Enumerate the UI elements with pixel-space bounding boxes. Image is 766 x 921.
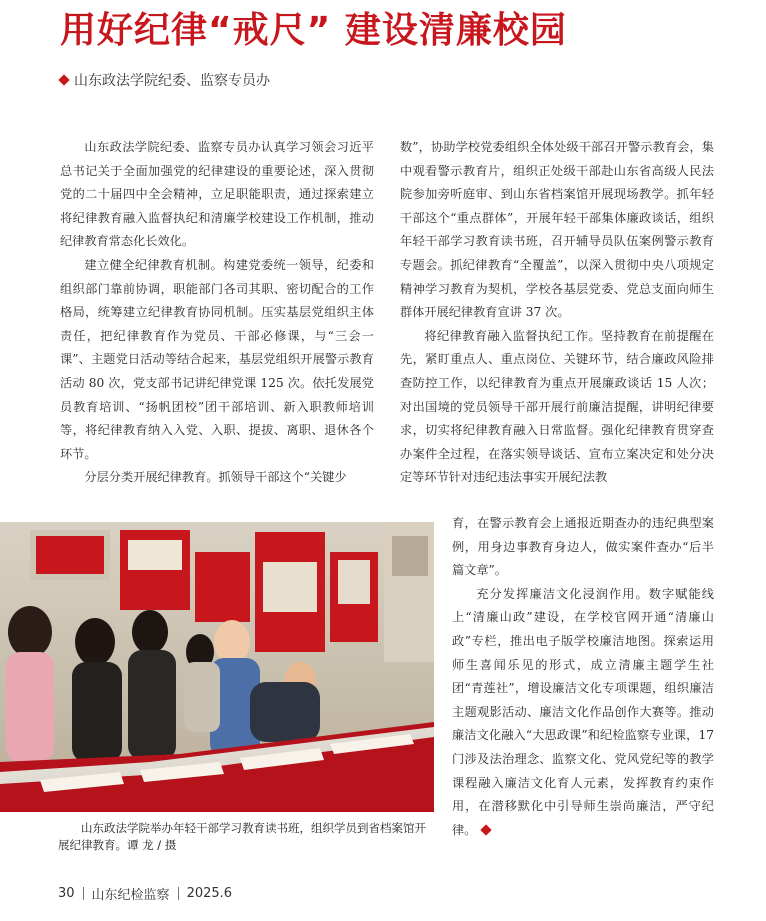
photo-illustration: [0, 522, 434, 812]
byline-text: 山东政法学院纪委、监察专员办: [74, 73, 270, 89]
footer-divider: [83, 887, 84, 900]
issue-number: 2025.6: [186, 886, 233, 901]
article-title: 用好纪律“戒尺” 建设清廉校园: [60, 10, 567, 51]
right-column-top: [400, 136, 714, 490]
footer-divider: [178, 887, 179, 900]
page-number: 30: [58, 886, 75, 901]
diamond-bullet-icon: [58, 74, 69, 85]
magazine-name: 山东纪检监察: [91, 888, 170, 903]
exhibition-photo: [0, 522, 434, 812]
right-narrow-continued: 育，在警示教育会上通报近期查办的违纪典型案例，用身边事教育身边人，做实案件查办“后半篇文章”。: [452, 516, 714, 578]
left-paragraph-2: 建立健全纪律教育机制。构建党委统一领导，纪委和组织部门靠前协调，职能部门各司其职、密切配合的工作格局，统筹建立纪律教育协同机制。压实基层党组织主体责任，把纪律教育作为党员、干部必修课，与“三会一课”、主题党日活动等结合起来，基层党组织开展警示教育活动 80 次，党支部书记讲纪律党课 125 次。依托发展党员教育培训、“扬帆团校”团干部培训、新入职教师培训等，将纪律教育纳入入党、入职、提拔、离职、退休各个环节。: [60, 257, 374, 461]
photo-caption: 山东政法学院举办年轻干部学习教育读书班，组织学员到省档案馆开展纪律教育。谭 龙 / 摄: [58, 821, 426, 852]
right-column-narrow: [452, 512, 714, 842]
byline: [60, 70, 270, 90]
left-column: [60, 136, 374, 490]
right-paragraph-3-text: 充分发挥廉洁文化浸润作用。数字赋能线上“清廉山政”建设，在学校官网开通“清廉山政”专栏，推出电子版学校廉洁地图。探索运用师生喜闻乐见的形式，成立清廉主题学生社团“青莲社”，增设廉洁文化专项课题，组织廉洁主题观影活动、廉洁文化作品创作大赛等。推动廉洁文化融入“大思政课”和纪检监察专业课，17 门涉及法治理念、监察文化、党风党纪等的教学课程融入廉洁文化育人元素，发挥教育约束作用，在潜移默化中引导师生崇尚廉洁，严守纪律。: [452, 586, 714, 837]
right-paragraph-2: 将纪律教育融入监督执纪工作。坚持教育在前提醒在先，紧盯重点人、重点岗位、关键环节，结合廉政风险排查防控工作，以纪律教育为重点开展廉政谈话 15 人次；对出国境的党员领导干部开展行前廉洁提醒，讲明纪律要求，切实将纪律教育融入日常监督。强化纪律教育贯穿查办案件全过程，在落实领导谈话、宣布立案决定和处分决定等环节针对违纪违法事实开展纪法教: [400, 328, 714, 485]
right-continued-paragraph: 数”，协助学校党委组织全体处级干部召开警示教育会，集中观看警示教育片，组织正处级干部赴山东省高级人民法院参加旁听庭审、到山东省档案馆开展现场教学。抓年轻干部这个“重点群体”，开展年轻干部集体廉政谈话，组织年轻干部学习教育读书班，召开辅导员队伍案例警示教育专题会。抓纪律教育“全覆盖”，以深入贯彻中央八项规定精神学习教育为契机，学校各基层党委、党总支面向师生群体开展纪律教育宣讲 37 次。: [400, 140, 714, 320]
end-diamond-icon: [481, 825, 492, 836]
right-paragraph-3: [452, 583, 714, 843]
left-paragraph-3: 分层分类开展纪律教育。抓领导干部这个“关键少: [84, 470, 347, 485]
left-paragraph-1: 山东政法学院纪委、监察专员办认真学习领会习近平总书记关于全面加强党的纪律建设的重要论述，深入贯彻党的二十届四中全会精神，立足职能职责，通过探索建立将纪律教育融入监督执纪和清廉学校建设工作机制，推动纪律教育常态化长效化。: [60, 140, 374, 249]
page-footer: [58, 884, 232, 903]
